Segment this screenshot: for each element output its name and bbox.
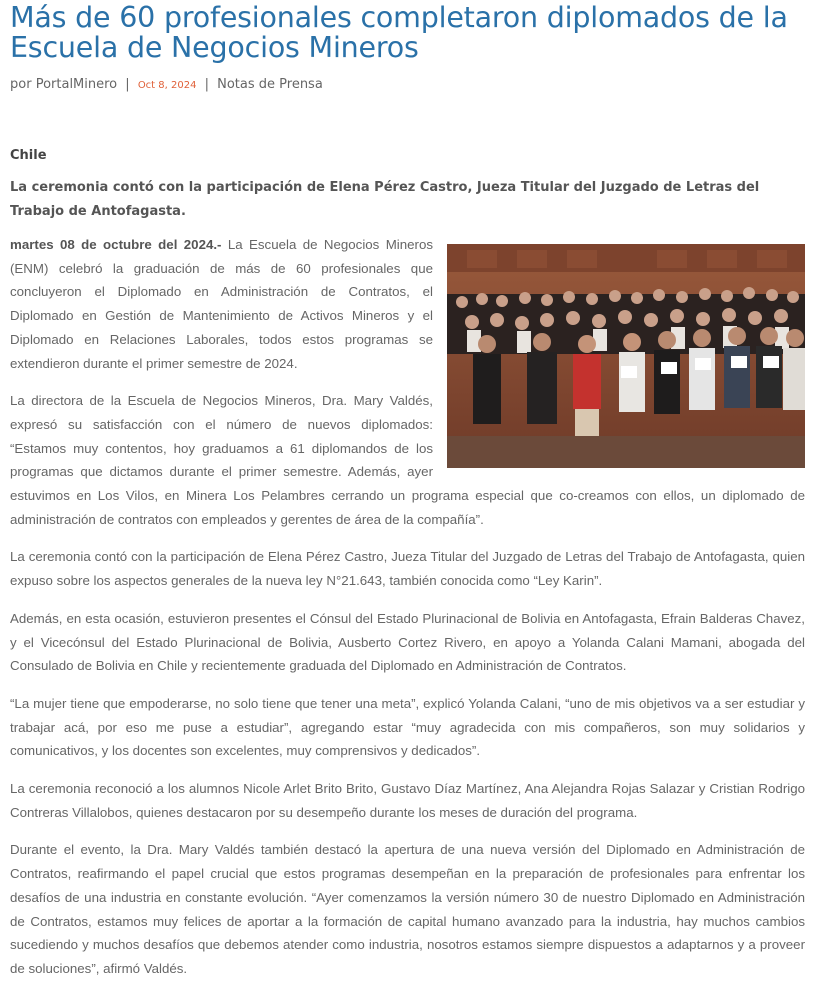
meta-separator: | (125, 77, 130, 92)
paragraph-text: La Escuela de Negocios Mineros (ENM) celebró la graduación de más de 60 profesionales que concluyeron el Diplomado en Administración de Contratos, el Diplomado en Gestión de Mantenimiento de Activos Mineros y el Diplomado en Relaciones Laborales, todos estos programas se extendieron durante el primer semestre de 2024. (10, 237, 433, 371)
publish-date: Oct 8, 2024 (137, 80, 197, 91)
author-link[interactable]: PortalMinero (35, 77, 118, 92)
paragraph: La directora de la Escuela de Negocios Mineros, Dra. Mary Valdés, expresó su satisfacción con el número de nuevos diplomados: “Estamos muy contentos, hoy graduamos a 61 diplomandos de los programas que dictamos durante el primer semestre. Además, ayer estuvimos en Los Vilos, en Minera Los Pelambres cerrando un programa especial que co-creamos con ellos, un diplomado de administración de contratos con empleados y gerentes de área de la compañía”. (10, 393, 805, 527)
article-meta (10, 76, 805, 95)
paragraph: Además, en esta ocasión, estuvieron presentes el Cónsul del Estado Plurinacional de Bolivia en Antofagasta, Efrain Balderas Chavez, y el Vicecónsul del Estado Plurinacional de Bolivia, Ausberto Cortez Rivero, en apoyo a Yolanda Calani Mamani, abogada del Consulado de Bolivia en Chile y recientemente graduada del Diplomado en Administración de Contratos. (10, 610, 805, 674)
paragraph: Durante el evento, la Dra. Mary Valdés también destacó la apertura de una nueva versión del Diplomado en Administración de Contratos, reafirmando el papel crucial que estos programas desempeñan en la preparación de profesionales para enfrentar los desafíos de una industria en constante evolución. “Ayer comenzamos la versión número 30 de nuestro Diplomado en Administración de Contratos, estamos muy felices de aportar a la formación de capital humano avanzado para la industria, hay muchos cambios sucediendo y muchos desafíos que debemos atender como industria, nosotros estamos siempre dispuestos a adaptarnos y a proveer de soluciones”, afirmó Valdés. (10, 842, 805, 976)
article-lead: La ceremonia contó con la participación de Elena Pérez Castro, Jueza Titular del Juzgado de Letras del Trabajo de Antofagasta. (10, 180, 760, 219)
graduation-photo[interactable] (447, 244, 805, 468)
article-title: Más de 60 profesionales completaron diplomados de la Escuela de Negocios Mineros (10, 1, 788, 64)
meta-separator: | (204, 77, 209, 92)
country-label: Chile (10, 148, 47, 163)
article-body (10, 233, 805, 981)
graduation-photo-illustration (447, 244, 805, 468)
paragraph: La ceremonia reconoció a los alumnos Nicole Arlet Brito Brito, Gustavo Díaz Martínez, Ana Alejandra Rojas Salazar y Cristian Rodrigo Contreras Villalobos, quienes destacaron por su desempeño durante los meses de duración del programa. (10, 781, 805, 820)
paragraph: La ceremonia contó con la participación de Elena Pérez Castro, Jueza Titular del Juzgado de Letras del Trabajo de Antofagasta, quien expuso sobre los aspectos generales de la nueva ley N°21.643, también conocida como “Ley Karin”. (10, 549, 805, 589)
dateline: martes 08 de octubre del 2024.- (10, 237, 222, 252)
by-prefix: por (10, 77, 32, 92)
paragraph: “La mujer tiene que empoderarse, no solo tiene que tener una meta”, explicó Yolanda Calani, “uno de mis objetivos va a ser estudiar y trabajar acá, por eso me puse a estudiar”, agregando estar “muy agradecida con mis compañeros, son muy solidarios y comunicativos, y los docentes son excelentes, muy comprensivos y dedicados”. (10, 695, 805, 759)
category-link[interactable]: Notas de Prensa (217, 77, 323, 92)
